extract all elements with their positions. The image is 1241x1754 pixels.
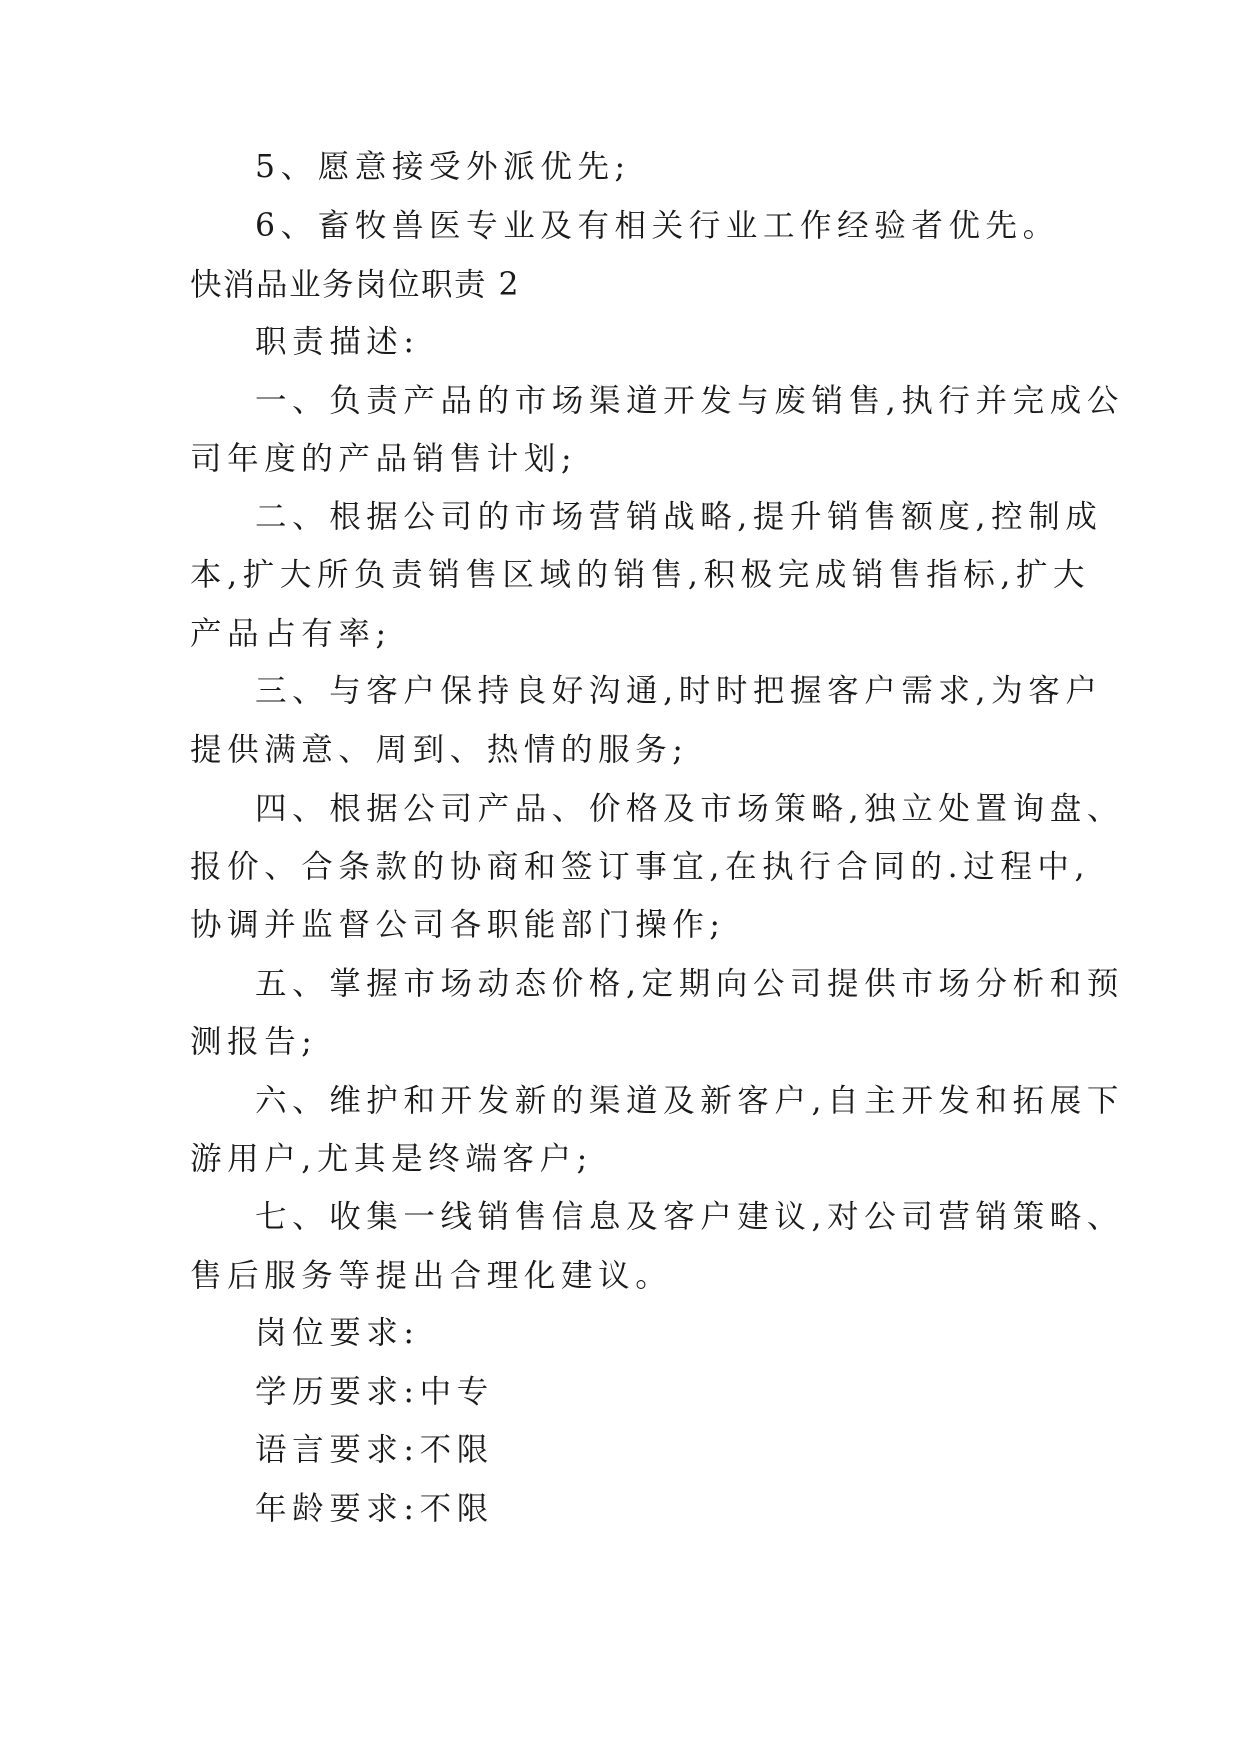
age-requirement: 年龄要求:不限 bbox=[255, 1491, 494, 1527]
duty-item-7-line-1: 七、收集一线销售信息及客户建议,对公司营销策略、 bbox=[255, 1199, 1124, 1235]
duty-item-6-line-2: 游用户,尤其是终端客户; bbox=[190, 1141, 593, 1177]
duty-item-4-line-1: 四、根据公司产品、价格及市场策略,独立处置询盘、 bbox=[255, 791, 1124, 827]
duty-item-5-line-1: 五、掌握市场动态价格,定期向公司提供市场分析和预 bbox=[255, 966, 1124, 1002]
duty-item-3-line-1: 三、与客户保持良好沟通,时时把握客户需求,为客户 bbox=[255, 673, 1103, 709]
duty-item-4-line-3: 协调并监督公司各职能部门操作; bbox=[190, 907, 726, 943]
language-requirement: 语言要求:不限 bbox=[255, 1432, 494, 1468]
list-item-6: 6、畜牧兽医专业及有相关行业工作经验者优先。 bbox=[255, 208, 1060, 244]
duty-item-1-line-2: 司年度的产品销售计划; bbox=[190, 441, 578, 477]
requirements-label: 岗位要求: bbox=[255, 1315, 420, 1351]
education-requirement: 学历要求:中专 bbox=[255, 1374, 494, 1410]
duty-item-5-line-2: 测报告; bbox=[190, 1024, 318, 1060]
duty-item-2-line-1: 二、根据公司的市场营销战略,提升销售额度,控制成 bbox=[255, 499, 1103, 535]
list-item-5: 5、愿意接受外派优先; bbox=[255, 149, 631, 185]
duty-item-1-line-1: 一、负责产品的市场渠道开发与废销售,执行并完成公 bbox=[255, 383, 1124, 419]
duty-description-label: 职责描述: bbox=[255, 324, 420, 360]
duty-item-4-line-2: 报价、合条款的协商和签订事宜,在执行合同的.过程中, bbox=[190, 849, 1091, 885]
section-heading: 快消品业务岗位职责 2 bbox=[190, 267, 521, 303]
duty-item-3-line-2: 提供满意、周到、热情的服务; bbox=[190, 732, 689, 768]
duty-item-6-line-1: 六、维护和开发新的渠道及新客户,自主开发和拓展下 bbox=[255, 1083, 1124, 1119]
duty-item-2-line-3: 产品占有率; bbox=[190, 616, 392, 652]
duty-item-7-line-2: 售后服务等提出合理化建议。 bbox=[190, 1258, 673, 1294]
duty-item-2-line-2: 本,扩大所负责销售区域的销售,积极完成销售指标,扩大 bbox=[190, 557, 1091, 593]
